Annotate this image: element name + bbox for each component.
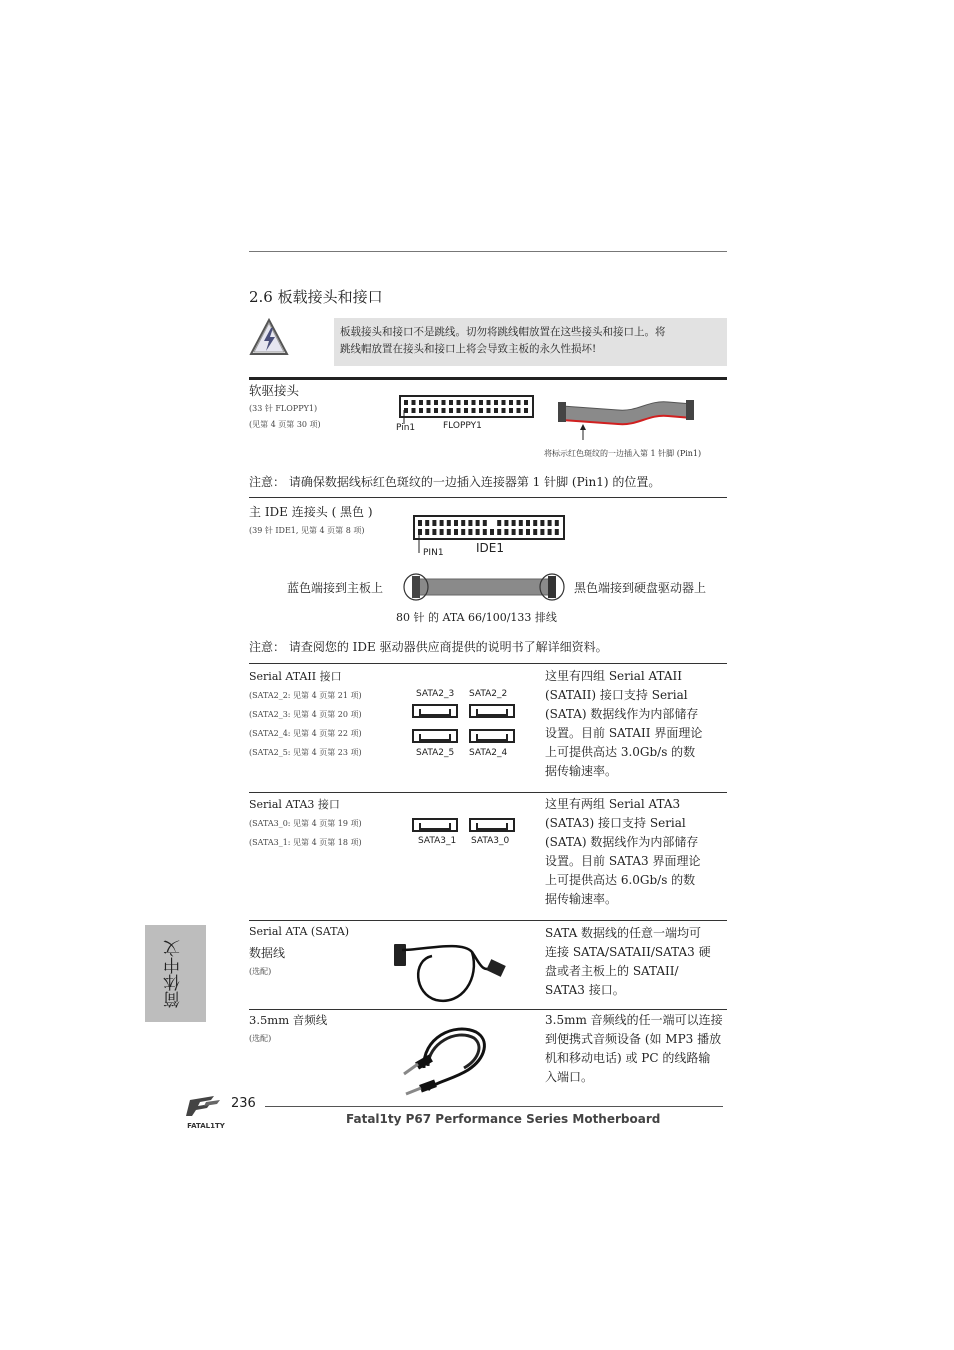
ide-cable-caption: 80 针 的 ATA 66/100/133 排线 bbox=[396, 611, 557, 624]
floppy-sub-1: (33 针 FLOPPY1) bbox=[249, 404, 318, 413]
fatal1ty-logo bbox=[180, 1094, 232, 1132]
floppy-pin bbox=[457, 408, 461, 413]
divider-sata3 bbox=[249, 920, 727, 921]
sata-cable-desc-line-4: SATA3 接口。 bbox=[545, 983, 625, 997]
ide-right-caption: 黑色端接到硬盘驱动器上 bbox=[574, 581, 707, 595]
sata-cable-sub: (选配) bbox=[249, 967, 272, 976]
ide-pin bbox=[548, 529, 552, 535]
floppy-pin bbox=[524, 400, 528, 405]
ide-pin bbox=[519, 529, 523, 535]
floppy-pin bbox=[419, 400, 423, 405]
divider-ide bbox=[249, 663, 727, 664]
ide-pin bbox=[476, 529, 480, 535]
ide-pin bbox=[468, 520, 472, 526]
sata2-3-port bbox=[412, 704, 458, 718]
floppy-pin bbox=[442, 408, 446, 413]
floppy-pin bbox=[434, 400, 438, 405]
sata-cable-image bbox=[392, 938, 522, 1008]
warning-panel bbox=[334, 318, 727, 366]
sata-cable-desc-line-3: 盘或者主板上的 SATAII/ bbox=[545, 964, 679, 978]
floppy-pin bbox=[487, 408, 491, 413]
sata2-port-label-4: SATA2_4 bbox=[469, 748, 508, 758]
floppy-pin bbox=[427, 408, 431, 413]
floppy-pin bbox=[487, 400, 491, 405]
ide-pin bbox=[548, 520, 552, 526]
ide-pin bbox=[497, 529, 501, 535]
ide-note: 注意： 请查阅您的 IDE 驱动器供应商提供的说明书了解详细资料。 bbox=[249, 640, 608, 654]
floppy-pin bbox=[404, 408, 408, 413]
sata2-desc-line-1: 这里有四组 Serial ATAII bbox=[545, 669, 683, 683]
floppy-pin bbox=[509, 400, 513, 405]
ide-pin bbox=[454, 529, 458, 535]
warning-text-1: 板载接头和接口不是跳线。切勿将跳线帽放置在这些接头和接口上。将 bbox=[340, 326, 666, 338]
sata2-desc-line-3: (SATA) 数据线作为内部储存 bbox=[545, 707, 699, 721]
ide-pin bbox=[432, 520, 436, 526]
ide-pin bbox=[425, 529, 429, 535]
warning-box bbox=[249, 318, 727, 366]
sata3-port-label-1: SATA3_1 bbox=[418, 836, 457, 846]
floppy-pin bbox=[517, 400, 521, 405]
footer-product-name: Fatal1ty P67 Performance Series Motherboard bbox=[346, 1112, 661, 1126]
audio-cable-description bbox=[545, 1011, 723, 1087]
ide-left-caption: 蓝色端接到主板上 bbox=[287, 581, 384, 595]
ide-pin bbox=[432, 529, 436, 535]
sata2-desc-line-5: 上可提供高达 3.0Gb/s 的数 bbox=[545, 745, 696, 759]
floppy-pin bbox=[464, 408, 468, 413]
sata2-port-label-3: SATA2_3 bbox=[416, 689, 455, 699]
ide-pin bbox=[504, 529, 508, 535]
footer-divider bbox=[265, 1106, 723, 1107]
sata2-5-port bbox=[412, 729, 458, 743]
divider-floppy bbox=[249, 497, 727, 498]
sata-cable-desc-line-2: 连接 SATA/SATAII/SATA3 硬 bbox=[545, 945, 711, 959]
sata-cable-title-1: Serial ATA (SATA) bbox=[249, 925, 350, 938]
floppy-pin bbox=[457, 400, 461, 405]
sata2-4-port bbox=[469, 729, 515, 743]
audio-cable-desc-line-3: 机和移动电话) 或 PC 的线路输 bbox=[545, 1051, 711, 1065]
ide-pin bbox=[555, 529, 559, 535]
ide-connector-label: IDE1 bbox=[476, 541, 504, 555]
floppy-pin bbox=[449, 408, 453, 413]
ide-pin bbox=[512, 529, 516, 535]
floppy-cable-image bbox=[558, 396, 698, 442]
sata3-description bbox=[545, 795, 701, 909]
floppy-pin bbox=[479, 408, 483, 413]
floppy-pin bbox=[427, 400, 431, 405]
ide-title: 主 IDE 连接头 ( 黑色 ) bbox=[249, 505, 373, 519]
floppy-pin bbox=[472, 400, 476, 405]
ide-cable-image bbox=[402, 573, 566, 603]
floppy-pin bbox=[442, 400, 446, 405]
floppy-pin bbox=[494, 400, 498, 405]
side-tab-label: 简体中文 bbox=[164, 940, 184, 1008]
section-title: 2.6 板载接头和接口 bbox=[249, 288, 383, 306]
ide-pin bbox=[519, 520, 523, 526]
warning-text-2: 跳线帽放置在接头和接口上将会导致主板的永久性损坏! bbox=[340, 343, 597, 355]
sata3-port-label-0: SATA3_0 bbox=[471, 836, 510, 846]
sata-cable-description bbox=[545, 924, 711, 1000]
warning-icon bbox=[249, 318, 289, 358]
floppy-pin bbox=[502, 400, 506, 405]
sata2-ref-3: (SATA2_4: 见第 4 页第 22 项) bbox=[249, 729, 362, 738]
audio-cable-title: 3.5mm 音频线 bbox=[249, 1013, 328, 1027]
ide-sub: (39 针 IDE1, 见第 4 页第 8 项) bbox=[249, 526, 365, 535]
floppy-pin bbox=[412, 400, 416, 405]
sata3-0-port bbox=[469, 818, 515, 832]
floppy-pin bbox=[419, 408, 423, 413]
ide-pin bbox=[468, 529, 472, 535]
floppy-note: 注意： 请确保数据线标红色斑纹的一边插入连接器第 1 针脚 (Pin1) 的位置。 bbox=[249, 475, 661, 489]
sata2-description bbox=[545, 667, 702, 781]
floppy-pin bbox=[494, 408, 498, 413]
divider-sata-cable bbox=[249, 1009, 727, 1010]
floppy-pin bbox=[502, 408, 506, 413]
sata3-desc-line-3: (SATA) 数据线作为内部储存 bbox=[545, 835, 699, 849]
ide-pin bbox=[483, 520, 487, 526]
floppy-pin bbox=[449, 400, 453, 405]
ide-pin bbox=[490, 529, 494, 535]
sata3-desc-line-4: 设置。目前 SATA3 界面理论 bbox=[545, 854, 701, 868]
floppy-pin bbox=[524, 408, 528, 413]
ide-pin bbox=[454, 520, 458, 526]
ide-pin bbox=[461, 529, 465, 535]
ide-pin bbox=[440, 520, 444, 526]
sata2-desc-line-4: 设置。目前 SATAII 界面理论 bbox=[545, 726, 703, 740]
sata3-ref-1: (SATA3_0: 见第 4 页第 19 项) bbox=[249, 819, 362, 828]
logo-text: FATAL1TY bbox=[187, 1122, 225, 1130]
sata2-desc-line-2: (SATAII) 接口支持 Serial bbox=[545, 688, 688, 702]
language-side-tab bbox=[145, 925, 206, 1022]
floppy-connector-label: FLOPPY1 bbox=[443, 421, 482, 431]
ide-pin bbox=[476, 520, 480, 526]
floppy-pin bbox=[412, 408, 416, 413]
floppy-pin bbox=[509, 408, 513, 413]
ide-pin bbox=[504, 520, 508, 526]
floppy-pin-label: Pin1 bbox=[396, 423, 416, 433]
sata2-ref-1: (SATA2_2: 见第 4 页第 21 项) bbox=[249, 691, 362, 700]
sata-cable-desc-line-1: SATA 数据线的任意一端均可 bbox=[545, 926, 702, 940]
ide-pin bbox=[440, 529, 444, 535]
floppy-pin bbox=[404, 400, 408, 405]
floppy-pin bbox=[464, 400, 468, 405]
floppy-sub-2: (见第 4 页第 30 项) bbox=[249, 420, 321, 429]
sata3-desc-line-2: (SATA3) 接口支持 Serial bbox=[545, 816, 686, 830]
audio-cable-image bbox=[394, 1018, 494, 1096]
ide-pin bbox=[540, 529, 544, 535]
sata2-desc-line-6: 据传输速率。 bbox=[545, 764, 618, 778]
ide-pin bbox=[512, 520, 516, 526]
ide-pin-label: PIN1 bbox=[423, 548, 444, 558]
sata3-1-port bbox=[412, 818, 458, 832]
floppy-pin bbox=[517, 408, 521, 413]
ide-pin bbox=[447, 520, 451, 526]
floppy-pin bbox=[472, 408, 476, 413]
ide-pin bbox=[533, 529, 537, 535]
page-number: 236 bbox=[231, 1096, 256, 1111]
sata3-desc-line-1: 这里有两组 Serial ATA3 bbox=[545, 797, 681, 811]
ide-pin bbox=[425, 520, 429, 526]
ide-pin bbox=[418, 520, 422, 526]
floppy-title: 软驱接头 bbox=[249, 383, 300, 398]
divider-sata2 bbox=[249, 792, 727, 793]
sata2-2-port bbox=[469, 704, 515, 718]
ide-pin bbox=[483, 529, 487, 535]
sata2-port-label-5: SATA2_5 bbox=[416, 748, 455, 758]
floppy-pin bbox=[479, 400, 483, 405]
sata2-ref-4: (SATA2_5: 见第 4 页第 23 项) bbox=[249, 748, 362, 757]
audio-cable-sub: (选配) bbox=[249, 1034, 272, 1043]
ide-pin bbox=[497, 520, 501, 526]
floppy-cable-caption: 将标示红色斑纹的一边插入第 1 针脚 (Pin1) bbox=[544, 449, 702, 458]
audio-cable-desc-line-1: 3.5mm 音频线的任一端可以连接 bbox=[545, 1013, 723, 1027]
sata-cable-title-2: 数据线 bbox=[249, 946, 286, 960]
ide-pin bbox=[526, 520, 530, 526]
floppy-pin bbox=[434, 408, 438, 413]
sata3-desc-line-6: 据传输速率。 bbox=[545, 892, 618, 906]
sata2-ref-2: (SATA2_3: 见第 4 页第 20 项) bbox=[249, 710, 362, 719]
ide-pin bbox=[555, 520, 559, 526]
top-divider bbox=[249, 251, 727, 252]
sata3-ref-2: (SATA3_1: 见第 4 页第 18 项) bbox=[249, 838, 362, 847]
audio-cable-desc-line-2: 到便携式音频设备 (如 MP3 播放 bbox=[545, 1032, 722, 1046]
ide-pin bbox=[461, 520, 465, 526]
ide-pin bbox=[540, 520, 544, 526]
ide-pin bbox=[533, 520, 537, 526]
audio-cable-desc-line-4: 入端口。 bbox=[545, 1070, 594, 1084]
sata2-title: Serial ATAII 接口 bbox=[249, 670, 342, 683]
ide-pin bbox=[526, 529, 530, 535]
sata3-desc-line-5: 上可提供高达 6.0Gb/s 的数 bbox=[545, 873, 696, 887]
ide-pin bbox=[447, 529, 451, 535]
thick-divider bbox=[249, 377, 727, 380]
sata3-title: Serial ATA3 接口 bbox=[249, 798, 340, 811]
sata2-port-label-2: SATA2_2 bbox=[469, 689, 508, 699]
